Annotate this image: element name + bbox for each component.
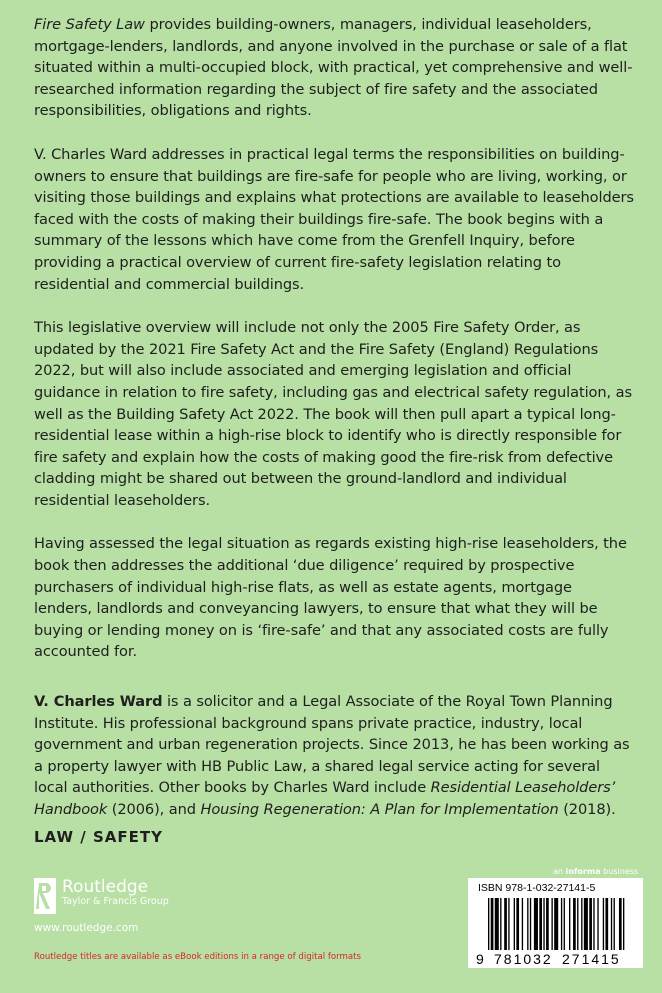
barcode-bar [539, 898, 542, 950]
blurb-paragraph-2: V. Charles Ward addresses in practical legal terms the responsibilities on building-owners to ensure that buildings are fire-safe for people who are living, working, or visiting those buildings and explains what protections are available to leaseholders faced with the costs of making their buildings fire-safe. The book begins with a summary of the lessons which have come from the Grenfell Inquiry, before providing a practical overview of current fire-safety legislation relating to residential and commercial buildings. [34, 145, 634, 293]
barcode-bar [577, 898, 578, 950]
author-name: V. Charles Ward [34, 693, 163, 711]
other-book-1: Residential Leaseholders’ Handbook [34, 779, 616, 818]
barcode-bar [546, 898, 549, 950]
back-cover-text [34, 14, 634, 843]
informa-suffix: business [600, 867, 639, 876]
author-bio [34, 691, 634, 821]
informa-prefix: an [553, 867, 566, 876]
blurb-paragraph-4: Having assessed the legal situation as regards existing high-rise leaseholders, the book then addresses the additional ‘due diligence’ required by prospective purchasers of individual high-rise flats, as well as estate agents, mortgage lenders, landlords and conveyancing lawyers, to ensure that what they will be buying or lending money on is ‘fire-safe’ and that any associated costs are fully accounted for. [34, 535, 627, 661]
barcode-bar [508, 898, 509, 950]
barcode-bar [527, 898, 528, 950]
barcode-bar [573, 898, 576, 950]
author-bio-text-3: (2018). [558, 801, 616, 818]
subject-category: LAW / SAFETY [34, 828, 163, 846]
barcode-icon [474, 898, 638, 966]
barcode-bar [554, 898, 558, 950]
barcode-bar [584, 898, 588, 950]
author-bio-text-1: is a solicitor and a Legal Associate of the Royal Town Planning Institute. His professional background spans private practice, industry, local government and urban regeneration projects. Since 2013, he has been working as a property lawyer with HB Public Law, a shared legal service acting for several local authorities. Other books by Charles Ward include [34, 693, 630, 797]
author-bio-text-2: (2006), and [107, 801, 201, 818]
publisher-logo [34, 878, 169, 914]
barcode-digit-prefix: 9 [476, 951, 484, 966]
publisher-group: Taylor & Francis Group [62, 896, 169, 907]
ebook-footnote: Routledge titles are available as eBook editions in a range of digital formats [34, 952, 361, 962]
informa-tagline [553, 867, 638, 876]
barcode-bar [491, 898, 494, 950]
publisher-name: Routledge [62, 877, 149, 897]
barcode-bar [597, 898, 598, 950]
barcode-bar [500, 898, 501, 950]
barcode-bar [619, 898, 622, 950]
blurb-paragraph-3: This legislative overview will include not only the 2005 Fire Safety Order, as updated by the 2021 Fire Safety Act and the Fire Safety (England) Regulations 2022, but will also include associated and emerging legislation and official guidance in relation to fire safety, including gas and electrical safety regulation, as well as the Building Safety Act 2022. The book will then pull apart a typical long-residential lease within a high-rise block to identify who is directly responsible for fire safety and explain how the costs of making good the fire-risk from defective cladding might be shared out between the ground-landlord and individual residential leaseholders. [34, 319, 632, 509]
barcode-bar [551, 898, 552, 950]
blurb-paragraph-1-text: provides building-owners, managers, individual leaseholders, mortgage-lenders, landlords, and anyone involved in the purchase or sale of a flat situated within a multi-occupied block, with practical, yet comprehensive and well-researched information regarding the subject of fire safety and the associated responsibilities, obligations and rights. [34, 16, 633, 120]
barcode-bar [623, 898, 624, 950]
barcode-bar [593, 898, 594, 950]
barcode-bar [543, 898, 544, 950]
barcode-bar [488, 898, 489, 950]
barcode-digits-right: 271415 [562, 951, 621, 966]
isbn-barcode [468, 878, 643, 968]
barcode-bar [561, 898, 562, 950]
publisher-url[interactable]: www.routledge.com [34, 922, 139, 934]
barcode-bar [611, 898, 612, 950]
barcode-bar [514, 898, 515, 950]
barcode-bar [581, 898, 582, 950]
barcode-bar [534, 898, 538, 950]
isbn-label: ISBN 978-1-032-27141-5 [478, 882, 596, 894]
barcode-bar [504, 898, 507, 950]
barcode-bar [603, 898, 604, 950]
barcode-bar [516, 898, 519, 950]
barcode-bar [569, 898, 570, 950]
barcode-bar [495, 898, 499, 950]
barcode-bar [522, 898, 523, 950]
barcode-digits-left: 781032 [494, 951, 553, 966]
routledge-logo-icon [34, 878, 56, 914]
blurb-paragraph-1 [34, 14, 634, 122]
barcode-bar [564, 898, 565, 950]
barcode-bar [530, 898, 531, 950]
barcode-bar [605, 898, 608, 950]
book-title: Fire Safety Law [34, 16, 145, 33]
barcode-bar [614, 898, 615, 950]
informa-brand: informa [565, 867, 601, 876]
barcode-bar [589, 898, 592, 950]
other-book-2: Housing Regeneration: A Plan for Implementation [200, 801, 559, 818]
